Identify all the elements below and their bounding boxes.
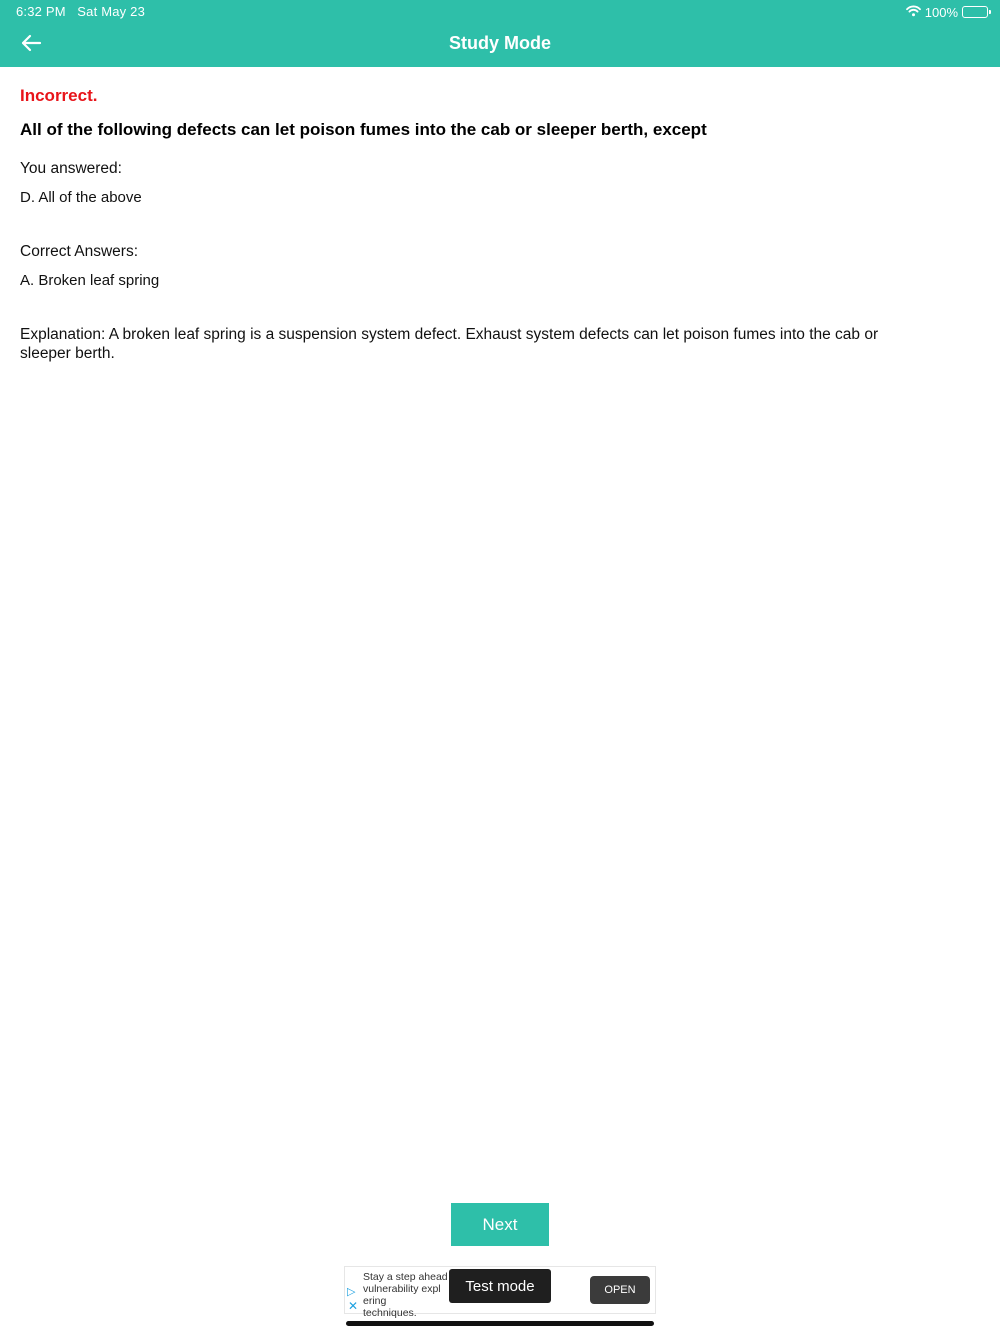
status-icons (906, 4, 988, 20)
you-answered-label: You answered: (20, 160, 122, 177)
ad-text: Stay a step ahead vulnerability explering techniques. (363, 1271, 448, 1319)
status-time: 6:32 PM Sat May 23 (16, 4, 146, 19)
you-answered-value: D. All of the above (20, 189, 142, 206)
close-icon[interactable]: ✕ (348, 1299, 359, 1313)
correct-answers-value: A. Broken leaf spring (20, 272, 160, 289)
explanation-line: sleeper berth. (20, 345, 115, 362)
result-status: Incorrect. (20, 86, 98, 105)
result-content (20, 86, 980, 363)
ad-choices-icon[interactable]: ▷ (347, 1286, 356, 1298)
battery-icon (962, 6, 988, 18)
next-button[interactable]: Next (451, 1203, 549, 1246)
navigation-bar (0, 0, 1000, 67)
correct-answers-label: Correct Answers: (20, 243, 139, 260)
test-mode-badge: Test mode (449, 1269, 551, 1303)
home-indicator[interactable] (346, 1321, 654, 1326)
explanation-text (20, 325, 980, 363)
battery-percent: 100% (924, 4, 958, 20)
page-title: Study Mode (449, 33, 551, 53)
status-date: Sat May 23 (77, 4, 146, 19)
explanation-line: Explanation: A broken leaf spring is a suspension system defect. Exhaust system defects can let poison fumes into the cab or (20, 326, 879, 343)
question-text: All of the following defects can let poison fumes into the cab or sleeper berth, except (20, 120, 707, 139)
wifi-icon (906, 5, 921, 20)
ad-open-button[interactable]: OPEN (590, 1276, 650, 1304)
